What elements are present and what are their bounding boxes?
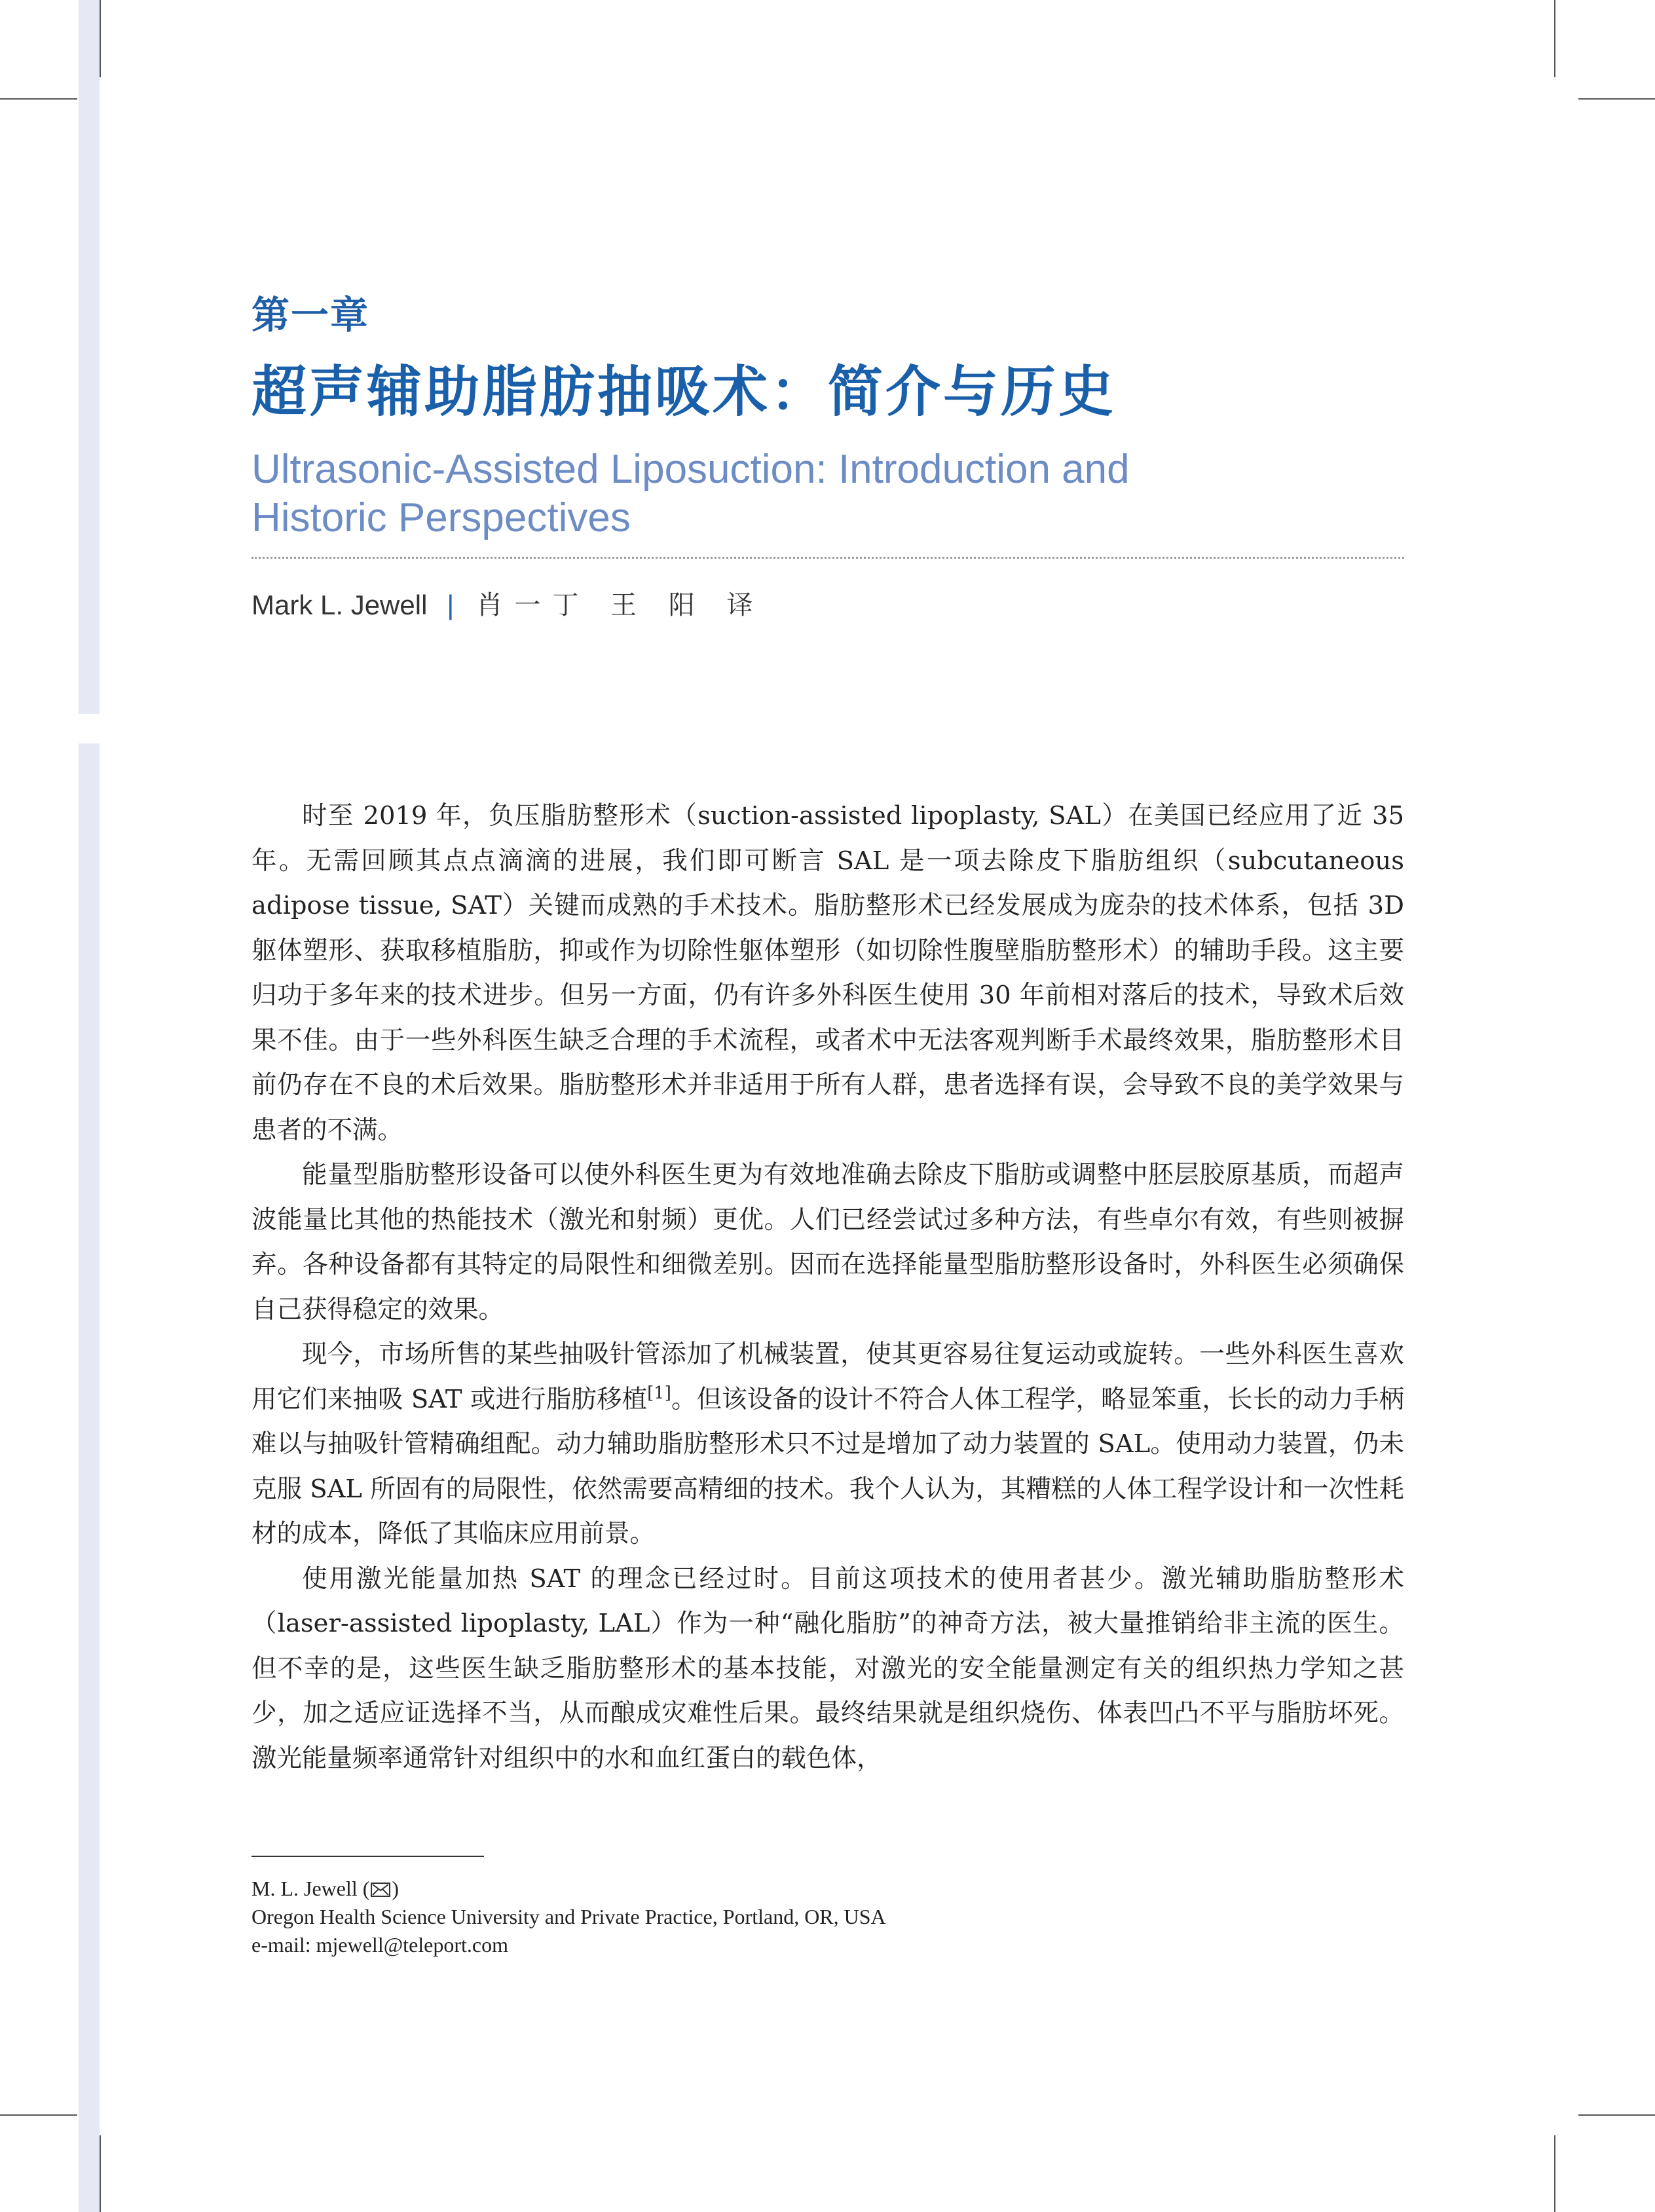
footnote-paren: ) [392, 1877, 400, 1900]
footnote [251, 1875, 1430, 1959]
paragraph [251, 1332, 1404, 1557]
paragraph: 时至 2019 年，负压脂肪整形术（suction-assisted lipoplasty, SAL）在美国已经应用了近 35 年。无需回顾其点点滴滴的进展，我们即可断言 SAL 是一项去除皮下脂肪组织（subcutaneous adipose tissue, SAT）关键而成熟的手术技术。脂肪整形术已经发展成为庞杂的技术体系，包括 3D 躯体塑形、获取移植脂肪，抑或作为切除性躯体塑形（如切除性腹壁脂肪整形术）的辅助手段。这主要归功于多年来的技术进步。但另一方面，仍有许多外科医生使用 30 年前相对落后的技术，导致术后效果不佳。由于一些外科医生缺乏合理的手术流程，或者术中无法客观判断手术最终效果，脂肪整形术目前仍存在不良的术后效果。脂肪整形术并非适用于所有人群，患者选择有误，会导致不良的美学效果与患者的不满。 [251, 801, 1404, 1145]
crop-mark [1578, 98, 1655, 100]
footnote-name: M. L. Jewell ( [251, 1877, 370, 1900]
side-bar-decoration [79, 0, 100, 714]
crop-mark [1578, 2114, 1655, 2116]
paragraph-text: 现今，市场所售的某些抽吸针管添加了机械装置，使其更容易往复运动或旋转。一些外科医生喜欢用它们来抽吸 SAT 或进行脂肪移植 [251, 1340, 1404, 1414]
author-name: Mark L. Jewell [251, 590, 428, 620]
crop-mark [0, 98, 77, 100]
byline [251, 588, 764, 622]
crop-mark [100, 2135, 101, 2212]
title-en-line: Historic Perspectives [251, 495, 631, 540]
chapter-number: 第一章 [251, 293, 370, 337]
paragraph-text: 。但该设备的设计不符合人体工程学，略显笨重，长长的动力手柄难以与抽吸针管精确组配。动力辅助脂肪整形术只不过是增加了动力装置的 SAL。使用动力装置，仍未克服 SAL 所固有的局限性，依然需要高精细的技术。我个人认为，其糟糕的人体工程学设计和一次性耗材的成本，降低了其临床应用前景。 [251, 1384, 1404, 1548]
footnote-email[interactable]: e-mail: mjewell@teleport.com [251, 1933, 508, 1957]
crop-mark [1554, 2135, 1555, 2212]
body-text [251, 794, 1404, 1781]
footnote-rule [251, 1856, 484, 1857]
title-divider [251, 557, 1404, 559]
footnote-affiliation: Oregon Health Science University and Private Practice, Portland, OR, USA [251, 1905, 886, 1928]
chapter-title-english [251, 445, 1430, 542]
crop-mark [100, 0, 101, 77]
mail-icon [371, 1883, 390, 1897]
byline-separator: | [447, 590, 455, 620]
paragraph: 使用激光能量加热 SAT 的理念已经过时。目前这项技术的使用者甚少。激光辅助脂肪整形术（laser-assisted lipoplasty, LAL）作为一种“融化脂肪”的神奇方法，被大量推销给非主流的医生。但不幸的是，这些医生缺乏脂肪整形术的基本技能，对激光的安全能量测定有关的组织热力学知之甚少，加之适应证选择不当，从而酿成灾难性后果。最终结果就是组织烧伤、体表凹凸不平与脂肪坏死。激光能量频率通常针对组织中的水和血红蛋白的载色体， [251, 1564, 1404, 1773]
translators: 肖一丁 王 阳 译 [476, 590, 765, 620]
crop-mark [1554, 0, 1555, 77]
paragraph-text: 能量型脂肪整形设备可以使外科医生更为有效地准确去除皮下脂肪或调整中胚层胶原基质，而超声波能量比其他的热能技术（激光和射频）更优。人们已经尝试过多种方法，有些卓尔有效，有些则被摒弃。各种设备都有其特定的局限性和细微差别。因而在选择能量型脂肪整形设备时，外科医生必须确保自己获得稳定的效果。 [251, 1160, 1404, 1324]
title-en-line: Ultrasonic-Assisted Liposuction: Introduction and [251, 447, 1130, 492]
crop-mark [0, 2114, 77, 2116]
chapter-title-chinese: 超声辅助脂肪抽吸术：简介与历史 [251, 360, 1117, 424]
citation-ref[interactable]: [1] [647, 1383, 671, 1403]
paragraph [251, 1153, 1404, 1332]
side-bar-decoration [79, 743, 100, 2212]
author-contact [251, 1875, 1430, 1903]
